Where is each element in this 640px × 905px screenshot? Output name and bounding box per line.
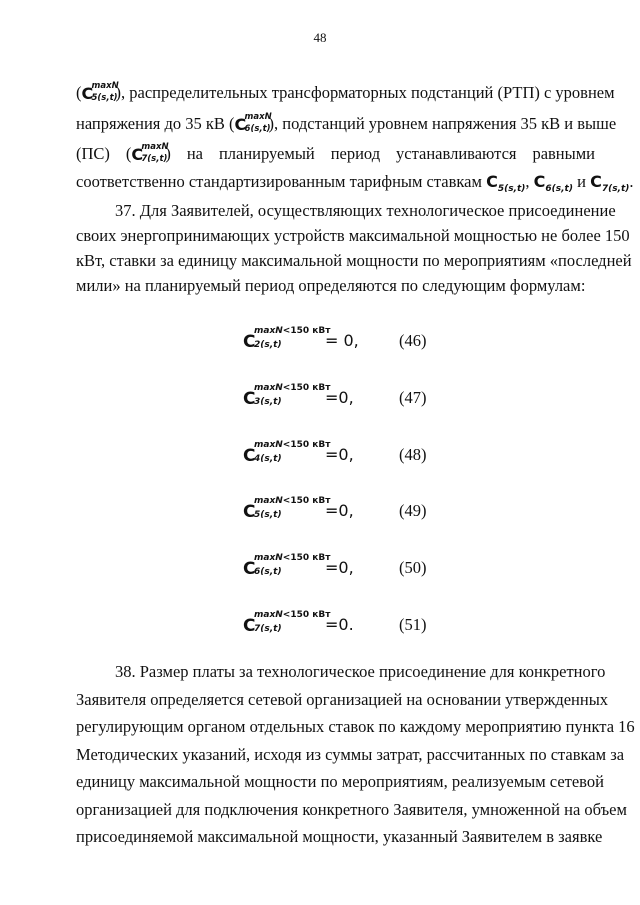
formula-48: C maxN<150 кВт 4(s,t) =0, (48) [243, 440, 427, 466]
tariff-symbol: C maxN 5(s,t) [81, 81, 119, 103]
formula-49: C maxN<150 кВт 5(s,t) =0, (49) [243, 496, 427, 522]
formula-50: C maxN<150 кВт 6(s,t) =0, (50) [243, 553, 427, 579]
p37-line-4: мили» на планируемый период определяются по следующим формулам: [76, 276, 586, 295]
equation-number: (48) [399, 445, 427, 464]
equation-number: (47) [399, 388, 427, 407]
tariff-symbol: C maxN 7(s,t) [131, 142, 169, 164]
p36-line-1: ( C maxN 5(s,t) ), распределительных трансформаторных подстанций (РТП) с уровнем [76, 82, 595, 106]
equation-number: (51) [399, 615, 427, 634]
p37-line-3: кВт, ставки за единицу максимальной мощности по мероприятиям «последней [76, 251, 632, 270]
equation-number: (46) [399, 331, 427, 350]
p38-line-2: Заявителя определяется сетевой организацией на основании утвержденных [76, 690, 609, 709]
equation-number: (49) [399, 501, 427, 520]
p37-line-1: 37. Для Заявителей, осуществляющих технологическое присоединение [115, 201, 616, 220]
p38-line-3: регулирующим органом отдельных ставок по каждому мероприятию пункта 16 [76, 717, 635, 736]
p38-line-5: единицу максимальной мощности по мероприятиям, реализуемым сетевой [76, 772, 604, 791]
equation-number: (50) [399, 558, 427, 577]
formula-46: C maxN<150 кВт 2(s,t) = 0, (46) [243, 326, 427, 352]
p38-line-7: присоединяемой максимальной мощности, указанный Заявителем в заявке [76, 827, 603, 846]
p36-line-3: (ПС) ( C maxN 7(s,t) ) на планируемый период устанавливаются равными [76, 143, 595, 167]
p36-line-4: соответственно стандартизированным тарифным ставкам $C_{5(s,t)}$, $C_{6(s,t)}$ и $C_{7(s,t)}$. [76, 172, 634, 194]
formula-47: C maxN<150 кВт 3(s,t) =0, (47) [243, 383, 427, 409]
p38-line-1: 38. Размер платы за технологическое присоединение для конкретного [115, 662, 606, 681]
page-number: 48 [313, 30, 327, 45]
p37-line-2: своих энергопринимающих устройств максимальной мощностью не более 150 [76, 226, 630, 245]
p38-line-4: Методических указаний, исходя из суммы затрат, рассчитанных по ставкам за [76, 745, 625, 764]
p38-line-6: организацией для подключения конкретного Заявителя, умноженной на объем [76, 800, 627, 819]
tariff-symbol: C maxN 6(s,t) [234, 112, 272, 134]
p36-line-2: напряжения до 35 кВ ( C maxN 6(s,t) ), подстанций уровнем напряжения 35 кВ и выше [76, 113, 595, 137]
formula-51: C maxN<150 кВт 7(s,t) =0. (51) [243, 610, 427, 636]
